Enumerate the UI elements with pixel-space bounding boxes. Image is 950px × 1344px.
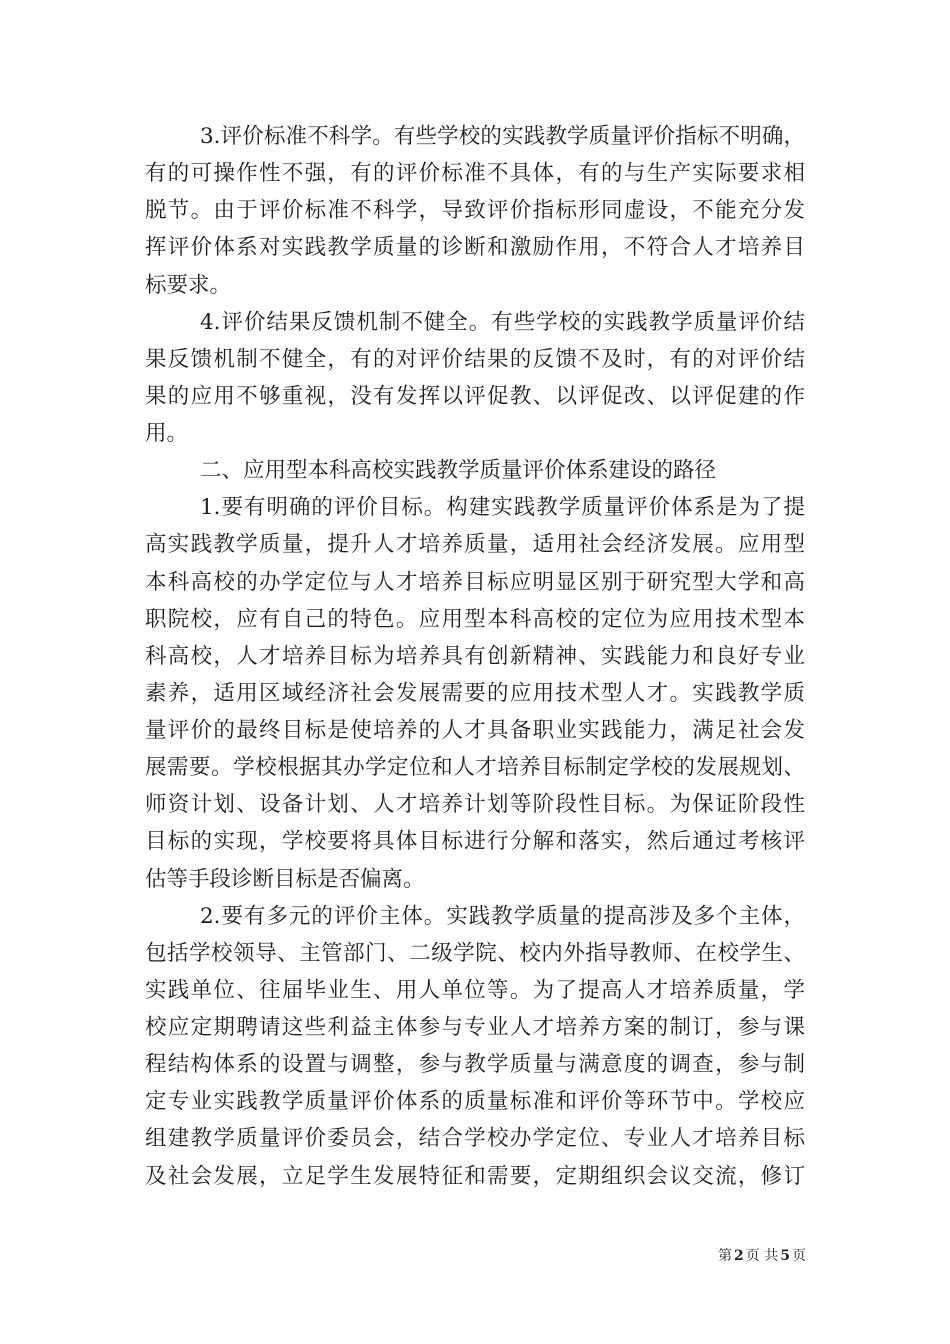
text-line: 估等手段诊断目标是否偏离。	[145, 866, 425, 892]
section-heading	[145, 452, 805, 489]
text-line: 量评价的最终目标是使培养的人才具备职业实践能力，满足社会发	[145, 718, 805, 743]
text-line: 1.要有明确的评价目标。构建实践教学质量评价体系是为了提	[200, 495, 805, 521]
text-line: 2.要有多元的评价主体。实践教学质量的提高涉及多个主体，	[200, 903, 805, 929]
text-line: 脱节。由于评价标准不科学，导致评价指标形同虚设，不能充分发	[145, 198, 805, 224]
text-line: 科高校，人才培养目标为培养具有创新精神、实践能力和良好专业	[145, 643, 805, 669]
text-line: 本科高校的办学定位与人才培养目标应明显区别于研究型大学和高	[145, 569, 805, 595]
text-line: 有的可操作性不强，有的评价标准不具体，有的与生产实际要求相	[145, 161, 805, 187]
total-page-count: 5	[780, 1248, 790, 1264]
text-line: 目标的实现，学校要将具体目标进行分解和落实，然后通过考核评	[145, 829, 805, 855]
document-body	[145, 118, 805, 1195]
text-line: 素养，适用区域经济社会发展需要的应用技术型人才。实践教学质	[145, 680, 805, 706]
text-line: 挥评价体系对实践教学质量的诊断和激励作用，不符合人才培养目	[145, 235, 805, 261]
section-heading-text: 二、应用型本科高校实践教学质量评价体系建设的路径	[200, 458, 717, 484]
text-line: 程结构体系的设置与调整，参与教学质量与满意度的调查，参与制	[145, 1052, 805, 1078]
total-prefix: 共	[764, 1248, 779, 1264]
text-line: 标要求。	[145, 272, 232, 298]
text-line: 用。	[145, 421, 189, 446]
text-line: 定专业实践教学质量评价体系的质量标准和评价等环节中。学校应	[145, 1089, 805, 1115]
text-line: 高实践教学质量，提升人才培养质量，适用社会经济发展。应用型	[145, 532, 805, 558]
text-line: 3.评价标准不科学。有些学校的实践教学质量评价指标不明确，	[200, 124, 805, 149]
text-line: 实践单位、往届毕业生、用人单位等。为了提高人才培养质量，学	[145, 977, 805, 1003]
paragraph-evaluation-standards	[145, 118, 805, 304]
text-line: 师资计划、设备计划、人才培养计划等阶段性目标。为保证阶段性	[145, 792, 805, 818]
page-suffix: 页	[745, 1248, 760, 1264]
text-line: 及社会发展，立足学生发展特征和需要，定期组织会议交流，修订	[145, 1163, 805, 1189]
text-line: 包括学校领导、主管部门、二级学院、校内外指导教师、在校学生、	[145, 940, 805, 966]
text-line: 职院校，应有自己的特色。应用型本科高校的定位为应用技术型本	[145, 606, 805, 632]
paragraph-evaluation-subjects	[145, 898, 805, 1195]
text-line: 组建教学质量评价委员会，结合学校办学定位、专业人才培养目标	[145, 1126, 805, 1152]
text-line: 果反馈机制不健全，有的对评价结果的反馈不及时，有的对评价结	[145, 346, 805, 372]
current-page-number: 2	[734, 1248, 744, 1264]
text-line: 校应定期聘请这些利益主体参与专业人才培养方案的制订，参与课	[145, 1015, 805, 1040]
page-footer	[718, 1246, 806, 1266]
text-line: 展需要。学校根据其办学定位和人才培养目标制定学校的发展规划、	[145, 755, 805, 781]
paragraph-feedback-mechanism	[145, 304, 805, 453]
text-line: 4.评价结果反馈机制不健全。有些学校的实践教学质量评价结	[200, 309, 805, 335]
text-line: 果的应用不够重视，没有发挥以评促教、以评促改、以评促建的作	[145, 383, 805, 409]
paragraph-evaluation-goals	[145, 489, 805, 897]
total-suffix: 页	[792, 1248, 806, 1264]
page-prefix: 第	[718, 1248, 733, 1264]
